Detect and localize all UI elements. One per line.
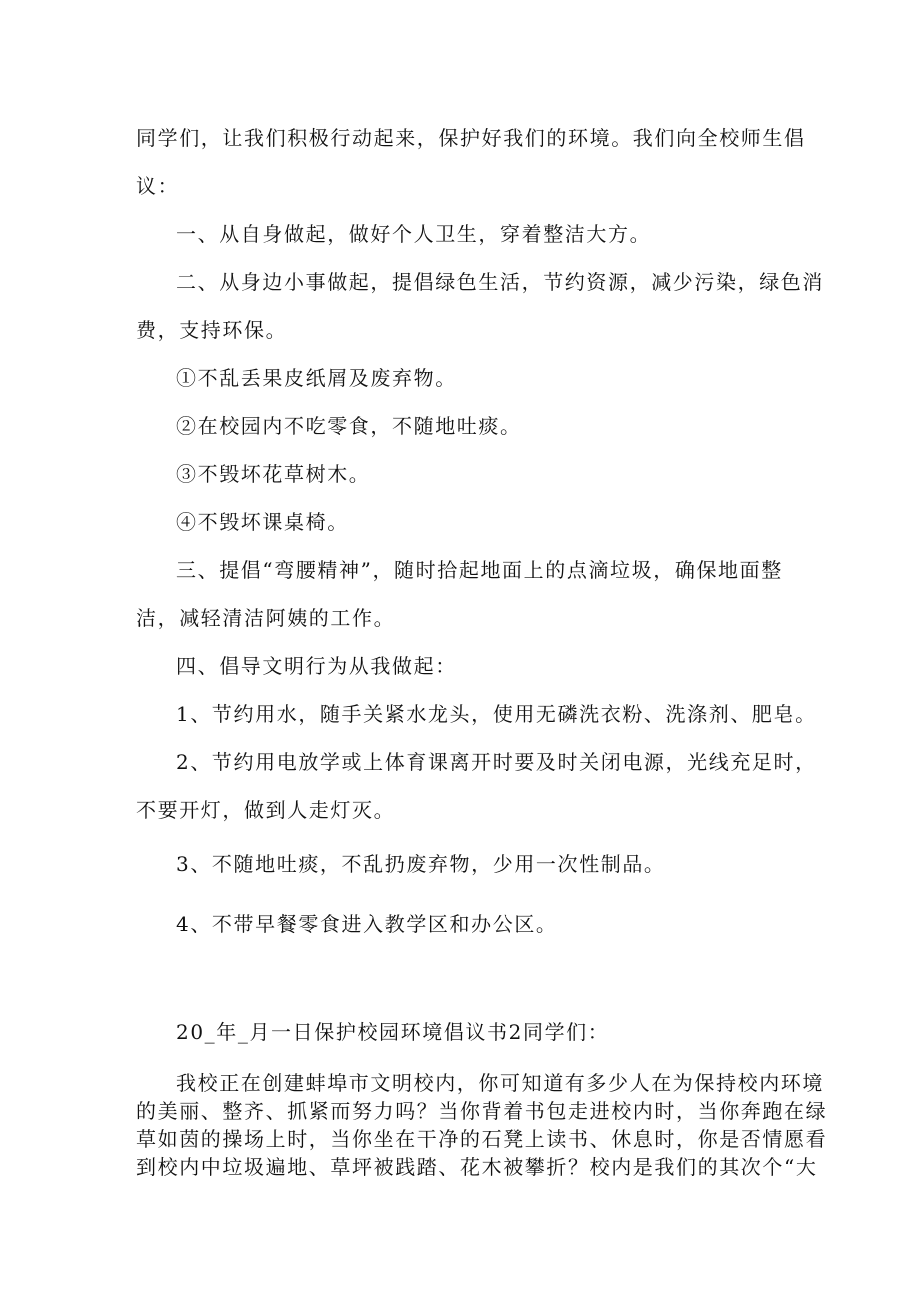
paragraph-line: 一、从自身做起，做好个人卫生，穿着整洁大方。 [176,222,652,246]
list-item: ②在校园内不吃零食，不随地吐痰。 [176,414,522,438]
list-item: ④不毁坏课桌椅。 [176,510,349,534]
list-item: 1、节约用水，随手关紧水龙头，使用无磷洗衣粉、洗涤剂、肥皂。 [176,702,817,726]
section-heading: 20_年_月一日保护校园环境倡议书2同学们： [176,1020,610,1044]
list-item: ①不乱丢果皮纸屑及废弃物。 [176,366,457,390]
paragraph-line: 同学们，让我们积极行动起来，保护好我们的环境。我们向全校师生倡 [136,126,806,150]
paragraph-line: 三、提倡“弯腰精神”，随时拾起地面上的点滴垃圾，确保地面整 [176,558,783,582]
paragraph-line: 洁，减轻清洁阿姨的工作。 [136,606,396,630]
paragraph-line: 草如茵的操场上时，当你坐在干净的石凳上读书、休息时，你是否情愿看 [136,1127,828,1151]
paragraph-line: 不要开灯，做到人走灯灭。 [136,798,396,822]
paragraph-line: 费，支持环保。 [136,318,288,342]
list-item: 4、不带早餐零食进入教学区和办公区。 [176,912,558,936]
paragraph-line: 的美丽、整齐、抓紧而努力吗？当你背着书包走进校内时，当你奔跑在绿 [136,1099,828,1123]
list-item: ③不毁坏花草树木。 [176,462,371,486]
paragraph-line: 到校内中垃圾遍地、草坪被践踏、花木被攀折？校内是我们的其次个“大 [136,1155,818,1179]
paragraph-line: 四、倡导文明行为从我做起： [176,654,457,678]
paragraph-line: 二、从身边小事做起，提倡绿色生活，节约资源，减少污染，绿色消 [176,270,824,294]
paragraph-line: 我校正在创建蚌埠市文明校内，你可知道有多少人在为保持校内环境 [176,1071,824,1095]
list-item: 2、节约用电放学或上体育课离开时要及时关闭电源，光线充足时， [176,750,817,774]
list-item: 3、不随地吐痰，不乱扔废弃物，少用一次性制品。 [176,852,666,876]
paragraph-line: 议： [136,174,180,198]
